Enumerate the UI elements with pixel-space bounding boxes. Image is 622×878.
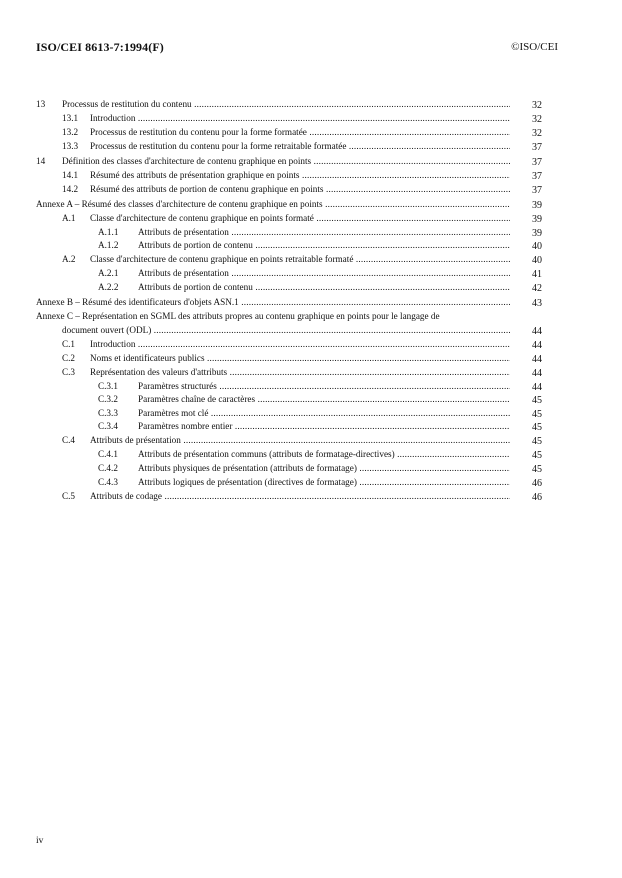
- toc-entry-title: Introduction .....: [90, 113, 510, 124]
- toc-page-number: 32: [532, 100, 542, 111]
- toc-entry: [98, 477, 510, 488]
- toc-entry-title: Processus de restitution du contenu pour la forme retraitable formatée .....: [90, 141, 510, 152]
- toc-entry: [98, 394, 510, 405]
- toc-entry: [98, 408, 510, 419]
- toc-entry-title: Attributs de présentation .....: [90, 435, 510, 446]
- toc-entry-number: C.1: [62, 339, 76, 349]
- toc-entry-number: C.2: [62, 353, 76, 363]
- toc-entry-number: C.4.1: [98, 449, 118, 459]
- toc-entry: [36, 297, 510, 308]
- toc-entry-number: 14: [36, 156, 46, 166]
- toc-entry-title: Paramètres mot clé .....: [138, 408, 510, 419]
- toc-page-number: 45: [532, 450, 542, 461]
- toc-entry-title: Attributs de portion de contenu .....: [138, 240, 510, 251]
- toc-page-number: 37: [532, 171, 542, 182]
- toc-entry-title: Attributs de portion de contenu .....: [138, 282, 510, 293]
- toc-entry: [62, 353, 510, 364]
- toc-page-number: 44: [532, 354, 542, 365]
- toc-page-number: 45: [532, 409, 542, 420]
- toc-entry-title: Annexe C – Représentation en SGML des attributs propres au contenu graphique en points pour le langage de: [36, 311, 440, 321]
- toc-page-number: 43: [532, 298, 542, 309]
- toc-entry: [36, 199, 510, 210]
- toc-entry-title: Classe d'architecture de contenu graphique en points formaté .....: [90, 213, 510, 224]
- toc-entry-title: Paramètres structurés .....: [138, 381, 510, 392]
- toc-page-number: 42: [532, 283, 542, 294]
- toc-entry-title: Annexe B – Résumé des identificateurs d'objets ASN.1 .....: [36, 297, 510, 308]
- toc-page-number: 46: [532, 492, 542, 503]
- toc-page-number: 39: [532, 228, 542, 239]
- toc-entry-title: Attributs physiques de présentation (attributs de formatage) .....: [138, 463, 510, 474]
- toc-entry-title: Paramètres nombre entier .....: [138, 421, 510, 432]
- toc-entry: [98, 227, 510, 238]
- toc-entry-title: Résumé des attributs de présentation graphique en points .....: [90, 170, 510, 181]
- toc-page-number: 44: [532, 382, 542, 393]
- toc-entry: [62, 170, 510, 181]
- toc-page-number: 44: [532, 368, 542, 379]
- toc-entry-number: 13.2: [62, 127, 79, 137]
- toc-page-number: 41: [532, 269, 542, 280]
- toc-entry-title: Classe d'architecture de contenu graphique en points retraitable formaté .....: [90, 254, 510, 265]
- toc-entry-title: Attributs de présentation .....: [138, 268, 510, 279]
- toc-entry: [98, 449, 510, 460]
- toc-entry: [62, 184, 510, 195]
- toc-entry-number: 14.1: [62, 170, 79, 180]
- toc-entry: [98, 463, 510, 474]
- toc-entry-number: A.2.1: [98, 268, 119, 278]
- toc-entry: [62, 339, 510, 350]
- toc-entry-number: C.3: [62, 367, 76, 377]
- toc-entry: [36, 156, 510, 167]
- toc-entry-number: C.5: [62, 491, 76, 501]
- toc-entry-number: C.3.3: [98, 408, 118, 418]
- toc-entry-title: Paramètres chaîne de caractères .....: [138, 394, 510, 405]
- toc-entry-title: Attributs de codage .....: [90, 491, 510, 502]
- toc-entry: [62, 141, 510, 152]
- toc-entry-number: C.4.2: [98, 463, 118, 473]
- toc-page-number: 45: [532, 464, 542, 475]
- toc-entry-number: A.1: [62, 213, 76, 223]
- toc-page-number: 37: [532, 142, 542, 153]
- toc-entry: [62, 213, 510, 224]
- toc-page-number: 45: [532, 436, 542, 447]
- toc-page-number: 37: [532, 185, 542, 196]
- toc-entry-title: Représentation des valeurs d'attributs .....: [90, 367, 510, 378]
- toc-page-number: 44: [532, 340, 542, 351]
- toc-entry: [98, 421, 510, 432]
- toc-entry-number: A.1.1: [98, 227, 119, 237]
- toc-entry: [36, 99, 510, 110]
- toc-entry: [62, 435, 510, 446]
- toc-entry: [62, 491, 510, 502]
- toc-entry-title: Attributs logiques de présentation (directives de formatage) .....: [138, 477, 510, 488]
- toc-entry-number: C.4: [62, 435, 76, 445]
- toc-entry-title: Définition des classes d'architecture de contenu graphique en points .....: [62, 156, 510, 167]
- toc-entry: [62, 254, 510, 265]
- toc-entry-number: C.3.2: [98, 394, 118, 404]
- toc-entry-title: Résumé des attributs de portion de contenu graphique en points .....: [90, 184, 510, 195]
- toc-page-number: 44: [532, 326, 542, 337]
- toc-entry: [98, 240, 510, 251]
- toc-entry-number: C.4.3: [98, 477, 118, 487]
- toc-entry-number: 14.2: [62, 184, 79, 194]
- toc-entry: [62, 367, 510, 378]
- toc-page-number: 45: [532, 422, 542, 433]
- toc-entry-number: 13.3: [62, 141, 79, 151]
- toc-entry-number: A.2: [62, 254, 76, 264]
- standard-identifier: ISO/CEI 8613-7:1994(F): [36, 40, 164, 54]
- copyright-mark: ©ISO/CEI: [511, 41, 558, 53]
- toc-entry-number: C.3.4: [98, 421, 118, 431]
- toc-page-number: 45: [532, 395, 542, 406]
- toc-page-number: 37: [532, 157, 542, 168]
- toc-entry-title: Attributs de présentation .....: [138, 227, 510, 238]
- toc-entry-title: Attributs de présentation communs (attributs de formatage-directives) .....: [138, 449, 510, 460]
- toc-entry-title: Annexe A – Résumé des classes d'architecture de contenu graphique en points .....: [36, 199, 510, 210]
- toc-entry-title: Processus de restitution du contenu .....: [62, 99, 510, 110]
- toc-entry-number: A.1.2: [98, 240, 119, 250]
- toc-entry: [36, 325, 510, 336]
- toc-entry: [98, 282, 510, 293]
- toc-entry-number: A.2.2: [98, 282, 119, 292]
- toc-page-number: 39: [532, 200, 542, 211]
- toc-page-number: 46: [532, 478, 542, 489]
- toc-entry: [36, 311, 510, 322]
- toc-entry-title: Introduction .....: [90, 339, 510, 350]
- toc-entry-title: document ouvert (ODL) .....: [62, 325, 510, 336]
- toc-entry-number: C.3.1: [98, 381, 118, 391]
- toc-entry-number: 13: [36, 99, 46, 109]
- toc-entry-title: Processus de restitution du contenu pour la forme formatée .....: [90, 127, 510, 138]
- toc-page-number: 40: [532, 241, 542, 252]
- toc-page-number: 32: [532, 114, 542, 125]
- page-number-footer: iv: [36, 836, 44, 846]
- toc-page-number: 40: [532, 255, 542, 266]
- toc-page-number: 32: [532, 128, 542, 139]
- toc-page-number: 39: [532, 214, 542, 225]
- toc-entry-title: Noms et identificateurs publics .....: [90, 353, 510, 364]
- toc-entry: [98, 381, 510, 392]
- toc-entry-number: 13.1: [62, 113, 79, 123]
- toc-entry: [62, 127, 510, 138]
- toc-entry: [98, 268, 510, 279]
- toc-entry: [62, 113, 510, 124]
